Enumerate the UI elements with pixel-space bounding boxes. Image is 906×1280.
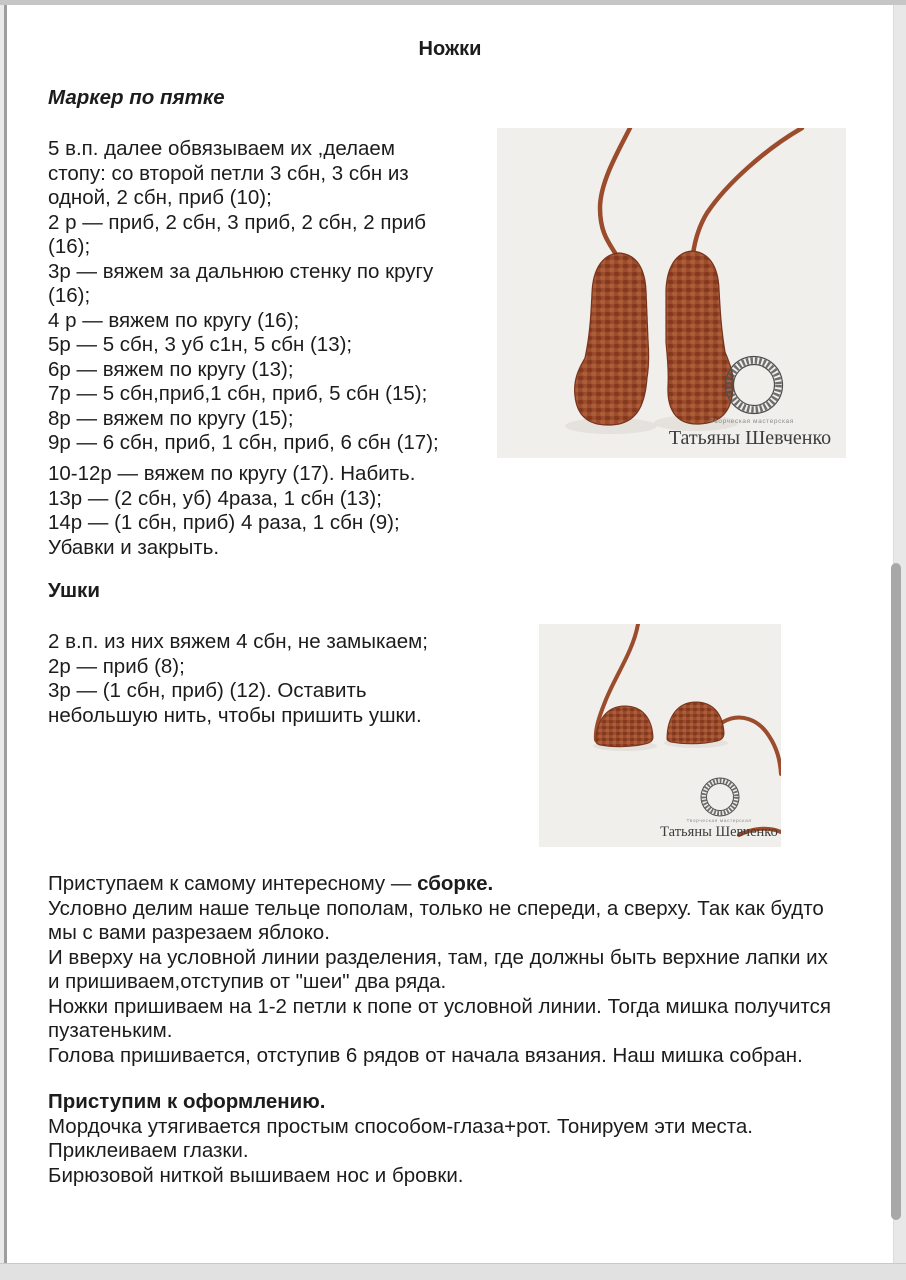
watermark-name-text: Татьяны Шевченко xyxy=(668,427,832,449)
legs-instructions xyxy=(48,137,439,456)
instruction-line: одной, 2 сбн, приб (10); xyxy=(48,186,272,209)
instruction-line: 14р — (1 сбн, приб) 4 раза, 1 сбн (9); xyxy=(48,511,400,534)
instruction-line: 3р — вяжем за дальнюю стенку по кругу xyxy=(48,259,434,283)
instruction-line: (16); xyxy=(48,235,91,258)
assembly-line: Ножки пришиваем на 1-2 петли к попе от условной линии. Тогда мишка получится xyxy=(48,994,831,1018)
finishing-instructions xyxy=(48,1090,753,1188)
instruction-line: 5 в.п. далее обвязываем их ,делаем xyxy=(48,137,395,160)
assembly-intro-bold: сборке. xyxy=(417,872,494,895)
instruction-line: небольшую нить, чтобы пришить ушки. xyxy=(48,703,422,727)
assembly-intro-prefix: Приступаем к самому интересному — xyxy=(48,872,418,895)
instruction-line: 7р — 5 сбн,приб,1 сбн, приб, 5 сбн (15); xyxy=(48,382,428,405)
assembly-line: мы с вами разрезаем яблоко. xyxy=(48,921,330,944)
instruction-line: 3р — (1 сбн, приб) (12). Оставить xyxy=(48,679,367,702)
watermark-studio-text: Творческая мастерская xyxy=(686,819,752,824)
instruction-line: 6р — вяжем по кругу (13); xyxy=(48,357,294,381)
assembly-line: Условно делим наше тельце пополам, только не спереди, а сверху. Так как будто xyxy=(48,896,824,920)
instruction-line: 8р — вяжем по кругу (15); xyxy=(48,406,294,430)
legs-photo xyxy=(497,128,846,458)
instruction-line: 10-12р — вяжем по кругу (17). Набить. xyxy=(48,462,416,485)
instruction-line: 13р — (2 сбн, уб) 4раза, 1 сбн (13); xyxy=(48,486,382,510)
assembly-intro-line xyxy=(48,872,831,897)
photo-background xyxy=(539,624,781,847)
legs-instructions-finish xyxy=(48,462,415,560)
instruction-line: 2 в.п. из них вяжем 4 сбн, не замыкаем; xyxy=(48,630,428,653)
finishing-line: Бирюзовой ниткой вышиваем нос и бровки. xyxy=(48,1163,464,1187)
watermark-studio-text: Творческая мастерская xyxy=(710,418,794,425)
finishing-line: Мордочка утягивается простым способом-глаза+рот. Тонируем эти места. xyxy=(48,1114,753,1138)
assembly-line: И вверху на условной линии разделения, там, где должны быть верхние лапки их xyxy=(48,945,828,969)
assembly-line: и пришиваем,отступив от "шеи" два ряда. xyxy=(48,970,447,993)
instruction-line: (16); xyxy=(48,284,91,307)
instruction-line: 5р — 5 сбн, 3 уб с1н, 5 сбн (13); xyxy=(48,333,353,356)
legs-subtitle: Маркер по пятке xyxy=(48,86,225,109)
instruction-line: 2р — приб (8); xyxy=(48,654,185,678)
ears-photo xyxy=(539,624,781,847)
ears-heading: Ушки xyxy=(48,579,100,602)
ears-instructions xyxy=(48,630,428,728)
assembly-instructions xyxy=(48,872,831,1068)
finishing-line: Приклеиваем глазки. xyxy=(48,1139,249,1162)
watermark-name-text: Татьяны Шевченко xyxy=(660,824,778,840)
finishing-heading: Приступим к оформлению. xyxy=(48,1090,326,1113)
instruction-line: Убавки и закрыть. xyxy=(48,535,220,559)
document-page xyxy=(7,5,893,1263)
scrollbar-thumb[interactable] xyxy=(891,563,901,1220)
page-title: Ножки xyxy=(418,38,482,60)
instruction-line: стопу: со второй петли 3 сбн, 3 сбн из xyxy=(48,161,409,185)
assembly-line: Голова пришивается, отступив 6 рядов от начала вязания. Наш мишка собран. xyxy=(48,1043,803,1067)
viewer-bottom-border xyxy=(0,1263,906,1280)
assembly-line: пузатеньким. xyxy=(48,1019,173,1042)
instruction-line: 2 р — приб, 2 сбн, 3 приб, 2 сбн, 2 приб xyxy=(48,210,427,234)
instruction-line: 9р — 6 сбн, приб, 1 сбн, приб, 6 сбн (17); xyxy=(48,431,439,454)
instruction-line: 4 р — вяжем по кругу (16); xyxy=(48,308,300,332)
